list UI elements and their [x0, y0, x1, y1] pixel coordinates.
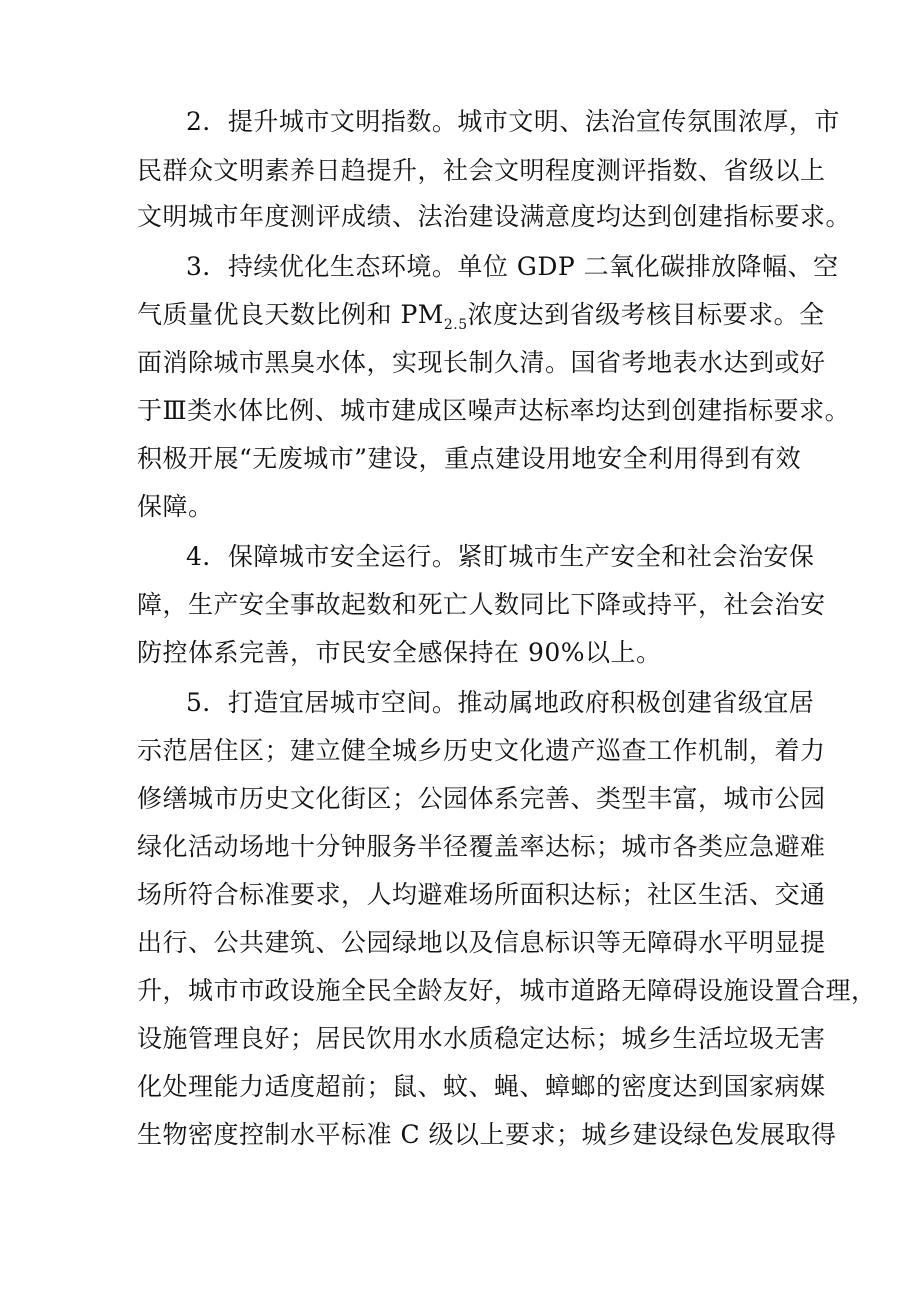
- paragraph-5-line-1: 5．打造宜居城市空间。推动属地政府积极创建省级宜居: [186, 688, 815, 717]
- paragraph-5-line-8: 设施管理良好；居民饮用水水质稳定达标；城乡生活垃圾无害: [137, 1024, 826, 1053]
- paragraph-2-line-2: 民群众文明素养日趋提升，社会文明程度测评指数、省级以上: [137, 156, 826, 185]
- paragraph-3-line-4: 于Ⅲ类水体比例、城市建成区噪声达标率均达到创建指标要求。: [137, 396, 851, 425]
- pm-subscript: 2.5: [443, 317, 468, 333]
- pm-rest: 浓度达到省级考核目标要求。全: [467, 300, 825, 329]
- pm-label: 气质量优良天数比例和 PM: [137, 300, 444, 329]
- paragraph-5-line-3: 修缮城市历史文化街区；公园体系完善、类型丰富，城市公园: [137, 784, 826, 813]
- paragraph-5-line-4: 绿化活动场地十分钟服务半径覆盖率达标；城市各类应急避难: [137, 832, 826, 861]
- paragraph-2-line-3: 文明城市年度测评成绩、法治建设满意度均达到创建指标要求。: [137, 202, 852, 231]
- paragraph-3-line-6: 保障。: [137, 492, 214, 521]
- paragraph-3-line-3: 面消除城市黑臭水体，实现长制久清。国省考地表水达到或好: [137, 348, 826, 377]
- paragraph-4-line-1: 4．保障城市安全运行。紧盯城市生产安全和社会治安保: [186, 542, 815, 571]
- paragraph-5-line-10: 生物密度控制水平标准 C 级以上要求；城乡建设绿色发展取得: [137, 1120, 837, 1149]
- paragraph-2-line-1: 2．提升城市文明指数。城市文明、法治宣传氛围浓厚，市: [186, 107, 840, 136]
- paragraph-3-line-1: 3．持续优化生态环境。单位 GDP 二氧化碳排放降幅、空: [186, 252, 839, 281]
- paragraph-4-line-3: 防控体系完善，市民安全感保持在 90%以上。: [137, 638, 662, 667]
- paragraph-5-line-2: 示范居住区；建立健全城乡历史文化遗产巡查工作机制，着力: [137, 736, 826, 765]
- paragraph-3-line-5: 积极开展“无废城市”建设，重点建设用地安全利用得到有效: [137, 444, 802, 473]
- paragraph-5-line-6: 出行、公共建筑、公园绿地以及信息标识等无障碍水平明显提: [137, 928, 826, 957]
- paragraph-5-line-9: 化处理能力适度超前；鼠、蚊、蝇、蟑螂的密度达到国家病媒: [137, 1072, 826, 1101]
- paragraph-5-line-7: 升，城市市政设施全民全龄友好，城市道路无障碍设施设置合理，: [137, 976, 877, 1005]
- paragraph-3-line-2: [137, 300, 827, 340]
- paragraph-5-line-5: 场所符合标准要求，人均避难场所面积达标；社区生活、交通: [137, 880, 826, 909]
- paragraph-4-line-2: 障，生产安全事故起数和死亡人数同比下降或持平，社会治安: [137, 590, 826, 619]
